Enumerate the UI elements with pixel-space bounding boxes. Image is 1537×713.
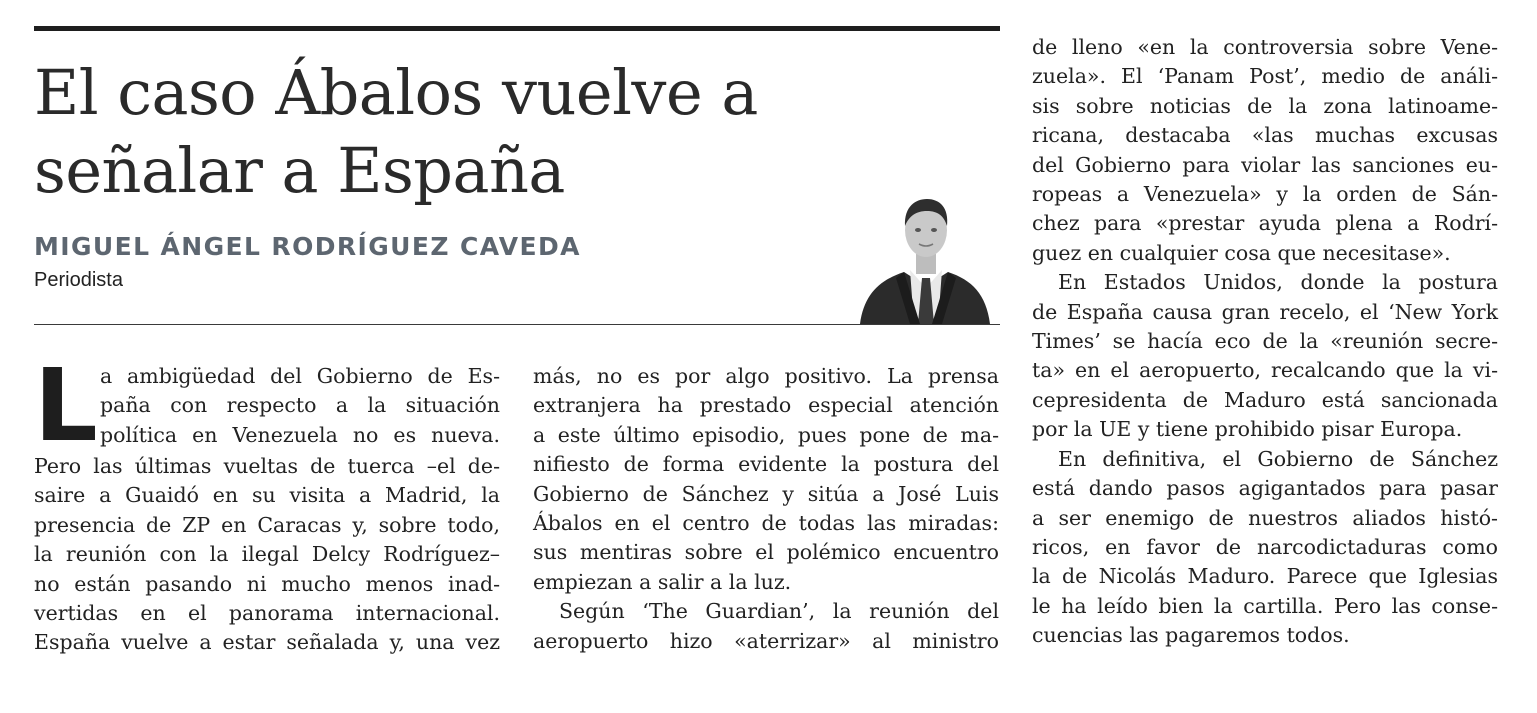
paragraph bbox=[34, 452, 500, 658]
text-line: por la UE y tiene prohibido pisar Europa. bbox=[1032, 417, 1463, 442]
text-line: extranjera ha prestado especial atención bbox=[533, 393, 999, 418]
text-line: del Gobierno para violar las sanciones eu- bbox=[1032, 152, 1498, 177]
paragraph bbox=[1032, 33, 1498, 268]
text-line: España vuelve a estar señalada y, una vez bbox=[34, 630, 500, 655]
author-name: MIGUEL ÁNGEL RODRÍGUEZ CAVEDA bbox=[34, 232, 581, 261]
text-line: sis sobre noticias de la zona latinoame- bbox=[1032, 93, 1498, 118]
headline bbox=[34, 54, 834, 210]
text-line: la reunión con la ilegal Delcy Rodríguez– bbox=[34, 542, 500, 567]
text-line: aeropuerto hizo «aterrizar» al ministro bbox=[533, 628, 999, 653]
text-line: ropeas a Venezuela» y la orden de Sán- bbox=[1032, 182, 1498, 207]
headline-line-1: El caso Ábalos vuelve a bbox=[34, 56, 758, 129]
text-line: le ha leído bien la cartilla. Pero las conse- bbox=[1032, 593, 1498, 618]
article-column-3 bbox=[1032, 33, 1498, 651]
text-line: chez para «prestar ayuda plena a Rodrí- bbox=[1032, 211, 1498, 236]
text-line: En definitiva, el Gobierno de Sánchez bbox=[1058, 446, 1498, 471]
drop-cap: L bbox=[34, 366, 98, 452]
text-line: paña con respecto a la situación bbox=[100, 393, 500, 418]
text-line: a ambigüedad del Gobierno de Es- bbox=[100, 364, 500, 388]
lead-paragraph-start bbox=[34, 362, 500, 452]
text-line: Pero las últimas vueltas de tuerca –el de- bbox=[34, 454, 500, 478]
text-line: zuela». El ‘Panam Post’, medio de análi- bbox=[1032, 64, 1498, 89]
text-line: Gobierno de Sánchez y sitúa a José Luis bbox=[533, 481, 999, 506]
paragraph bbox=[533, 597, 999, 656]
text-line: de lleno «en la controversia sobre Vene- bbox=[1032, 35, 1498, 59]
paragraph bbox=[1032, 268, 1498, 444]
text-line: no están pasando ni mucho menos inad- bbox=[34, 571, 500, 596]
author-photo bbox=[850, 196, 1000, 324]
text-line: saire a Guaidó en su visita a Madrid, la bbox=[34, 483, 500, 508]
text-line: vertidas en el panorama internacional. bbox=[34, 601, 500, 626]
author-role: Periodista bbox=[34, 269, 123, 291]
text-line: empiezan a salir a la luz. bbox=[533, 569, 792, 594]
paragraph bbox=[533, 362, 999, 597]
text-line: a este último episodio, pues pone de ma- bbox=[533, 422, 999, 447]
text-line: de España causa gran recelo, el ‘New York bbox=[1032, 299, 1498, 324]
text-line: cuencias las pagaremos todos. bbox=[1032, 623, 1350, 648]
header-divider bbox=[34, 324, 1000, 325]
text-line: Times’ se hacía eco de la «reunión secre- bbox=[1032, 329, 1498, 354]
text-line: más, no es por algo positivo. La prensa bbox=[533, 364, 999, 388]
text-line: presencia de ZP en Caracas y, sobre todo, bbox=[34, 512, 500, 537]
text-line: sus mentiras sobre el polémico encuentro bbox=[533, 540, 999, 565]
text-line: política en Venezuela no es nueva. bbox=[100, 422, 500, 447]
text-line: ricana, destacaba «las muchas excusas bbox=[1032, 123, 1498, 148]
text-line: En Estados Unidos, donde la postura bbox=[1058, 270, 1498, 295]
article-column-1 bbox=[34, 362, 500, 658]
text-line: Según ‘The Guardian’, la reunión del bbox=[559, 599, 999, 624]
text-line: Ábalos en el centro de todas las miradas: bbox=[533, 511, 999, 536]
text-line: nifiesto de forma evidente la postura del bbox=[533, 452, 999, 477]
text-line: ricos, en favor de narcodictaduras como bbox=[1032, 534, 1498, 559]
text-line: guez en cualquier cosa que necesitase». bbox=[1032, 240, 1451, 265]
text-line: cepresidenta de Maduro está sancionada bbox=[1032, 387, 1498, 412]
top-rule bbox=[34, 26, 1000, 31]
headline-line-2: señalar a España bbox=[34, 134, 565, 207]
text-line: está dando pasos agigantados para pasar bbox=[1032, 476, 1498, 501]
paragraph bbox=[1032, 445, 1498, 651]
text-line: a ser enemigo de nuestros aliados histó- bbox=[1032, 505, 1498, 530]
article-column-2 bbox=[533, 362, 999, 656]
text-line: la de Nicolás Maduro. Parece que Iglesias bbox=[1032, 564, 1498, 589]
text-line: ta» en el aeropuerto, recalcando que la vi- bbox=[1032, 358, 1498, 383]
